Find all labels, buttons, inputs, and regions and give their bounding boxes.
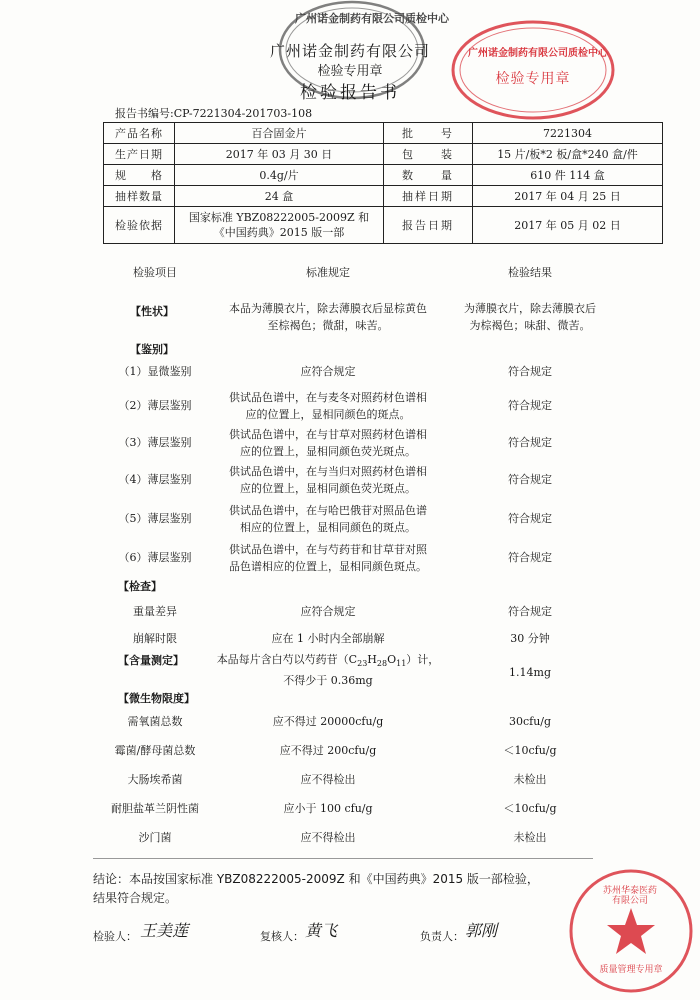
report-number xyxy=(115,105,312,121)
microbe-result: 30cfu/g xyxy=(508,715,552,728)
identification-result: 符合规定 xyxy=(508,473,552,486)
assay-subscript: 23 xyxy=(357,659,368,669)
conclusion-line: 结果符合规定。 xyxy=(93,891,178,905)
check-standard: 应在 1 小时内全部崩解 xyxy=(271,632,385,645)
cell-value: 15 片/板*2 板/盒*240 盒/件 xyxy=(473,144,663,165)
text-line: 为棕褐色；味甜、微苦。 xyxy=(469,319,591,332)
cell-label: 抽样数量 xyxy=(104,186,175,207)
inspector-signature: 王美莲 xyxy=(140,921,189,940)
right-stamp-center-text: 检验专用章 xyxy=(495,71,571,87)
text-line: 相应的位置上，显相同颜色的斑点。 xyxy=(240,521,416,534)
table-row xyxy=(104,165,663,186)
conclusion xyxy=(93,870,593,908)
responsible-label: 负责人： xyxy=(420,930,464,943)
bottom-stamp-center-text: 质量管理专用章 xyxy=(599,965,663,975)
microbe-standard: 应不得检出 xyxy=(300,831,356,844)
microbe-item: 沙门菌 xyxy=(138,831,172,844)
text-line: 供试品色谱中，在与当归对照药材色谱相 xyxy=(229,465,427,478)
cell-label: 报告日期 xyxy=(384,207,473,244)
cell-value xyxy=(175,207,384,244)
section-identification: 【鉴别】 xyxy=(130,343,174,356)
column-header-result: 检验结果 xyxy=(508,266,552,279)
report-title: 检验报告书 xyxy=(300,83,400,103)
character-standard xyxy=(210,300,446,334)
assay-text: O xyxy=(387,653,397,666)
table-row xyxy=(104,186,663,207)
text-line: 至棕褐色；微甜，味苦。 xyxy=(267,319,389,332)
conclusion-line: 结论：本品按国家标准 YBZ08222005-2009Z 和《中国药典》2015 版一部检验， xyxy=(93,872,539,886)
cell-value: 7221304 xyxy=(473,123,663,144)
column-header-standard: 标准规定 xyxy=(306,266,350,279)
assay-result: 1.14mg xyxy=(509,666,551,679)
identification-item: （4）薄层鉴别 xyxy=(118,473,192,486)
basis-line: 国家标准 YBZ08222005-2009Z 和 xyxy=(188,211,370,224)
character-result xyxy=(450,300,610,334)
text-line: 本品为薄膜衣片，除去薄膜衣后显棕黄色 xyxy=(229,302,427,315)
identification-result: 符合规定 xyxy=(508,399,552,412)
identification-result: 符合规定 xyxy=(508,512,552,525)
text-line: 应的位置上，显相同颜色的斑点。 xyxy=(245,408,411,421)
section-assay: 【含量测定】 xyxy=(118,654,184,667)
identification-item: （5）薄层鉴别 xyxy=(118,512,192,525)
identification-item: （2）薄层鉴别 xyxy=(118,399,192,412)
cell-label: 规 格 xyxy=(104,165,175,186)
left-stamp-arc-text: 广州诺金制药有限公司质检中心 xyxy=(295,12,449,25)
identification-standard xyxy=(210,541,446,575)
identification-result: 符合规定 xyxy=(508,436,552,449)
check-result: 符合规定 xyxy=(508,605,552,618)
microbe-item: 大肠埃希菌 xyxy=(127,773,183,786)
check-standard: 应符合规定 xyxy=(300,605,356,618)
identification-standard xyxy=(210,363,446,380)
text-line: 供试品色谱中，在与麦冬对照药材色谱相 xyxy=(229,391,427,404)
basis-line: 《中国药典》2015 版一部 xyxy=(213,226,345,239)
cell-label: 包 装 xyxy=(384,144,473,165)
identification-item: （6）薄层鉴别 xyxy=(118,551,192,564)
divider xyxy=(93,858,593,859)
info-table xyxy=(103,122,663,244)
report-number-label: 报告书编号: xyxy=(115,107,174,120)
cell-value: 24 盒 xyxy=(175,186,384,207)
section-microbe: 【微生物限度】 xyxy=(118,692,195,705)
bottom-stamp-arc-text: 苏州华泰医药有限公司 xyxy=(602,886,657,906)
assay-text: H xyxy=(367,653,377,666)
check-item: 崩解时限 xyxy=(133,632,177,645)
microbe-standard: 应不得过 20000cfu/g xyxy=(272,715,384,728)
microbe-standard: 应不得过 200cfu/g xyxy=(279,744,377,757)
section-check: 【检查】 xyxy=(118,580,162,593)
text-line: 应符合规定 xyxy=(300,365,356,378)
responsible-signature: 郭刚 xyxy=(465,921,498,940)
identification-standard xyxy=(210,463,446,497)
text-line: 不得少于 0.36mg xyxy=(283,674,373,688)
report-number-value: CP-7221304-201703-108 xyxy=(173,107,313,120)
microbe-result: ＜10cfu/g xyxy=(503,802,557,815)
text-line: 供试品色谱中，在与甘草对照药材色谱相 xyxy=(229,428,427,441)
identification-standard xyxy=(210,502,446,536)
microbe-result: ＜10cfu/g xyxy=(503,744,557,757)
section-character: 【性状】 xyxy=(130,305,174,318)
inspector-label: 检验人： xyxy=(93,930,137,943)
assay-text: 本品每片含白芍以芍药苷（C xyxy=(216,653,358,666)
text-line: 供试品色谱中，在与哈巴俄苷对照品色谱 xyxy=(229,504,427,517)
table-row xyxy=(104,207,663,244)
table-row xyxy=(104,144,663,165)
company-name: 广州诺金制药有限公司 xyxy=(269,42,430,60)
assay-standard xyxy=(206,651,450,689)
check-result: 30 分钟 xyxy=(510,632,550,645)
text-line: 应的位置上，显相同颜色荧光斑点。 xyxy=(240,445,416,458)
microbe-result: 未检出 xyxy=(513,831,547,844)
star-icon xyxy=(607,908,655,954)
cell-label: 数 量 xyxy=(384,165,473,186)
text-line: 为薄膜衣片，除去薄膜衣后 xyxy=(464,302,596,315)
text-line: 供试品色谱中，在与芍药苷和甘草苷对照 xyxy=(229,543,427,556)
stamp-caption: 检验专用章 xyxy=(317,64,383,79)
microbe-item: 需氧菌总数 xyxy=(127,715,183,728)
cell-label: 抽样日期 xyxy=(384,186,473,207)
cell-label: 生产日期 xyxy=(104,144,175,165)
identification-result: 符合规定 xyxy=(508,365,552,378)
microbe-standard: 应小于 100 cfu/g xyxy=(283,802,373,815)
text-line: 应的位置上，显相同颜色荧光斑点。 xyxy=(240,482,416,495)
cell-value: 0.4g/片 xyxy=(175,165,384,186)
assay-text: ）计， xyxy=(406,653,440,666)
identification-standard xyxy=(210,389,446,423)
column-header-item: 检验项目 xyxy=(133,266,177,279)
reviewer-signature: 黄飞 xyxy=(305,921,338,940)
cell-value: 610 件 114 盒 xyxy=(473,165,663,186)
microbe-item: 耐胆盐革兰阴性菌 xyxy=(111,802,199,815)
microbe-standard: 应不得检出 xyxy=(300,773,356,786)
cell-value: 2017 年 03 月 30 日 xyxy=(175,144,384,165)
text-line: 品色谱相应的位置上，显相同颜色斑点。 xyxy=(229,560,427,573)
cell-label: 批 号 xyxy=(384,123,473,144)
cell-label: 检验依据 xyxy=(104,207,175,244)
right-stamp-arc-text: 广州诺金制药有限公司质检中心 xyxy=(468,48,608,59)
assay-subscript: 28 xyxy=(376,659,388,669)
identification-item: （3）薄层鉴别 xyxy=(118,436,192,449)
table-row xyxy=(104,123,663,144)
microbe-item: 霉菌/酵母菌总数 xyxy=(114,744,196,757)
identification-result: 符合规定 xyxy=(508,551,552,564)
identification-standard xyxy=(210,426,446,460)
cell-label: 产品名称 xyxy=(104,123,175,144)
assay-subscript: 11 xyxy=(396,659,407,669)
check-item: 重量差异 xyxy=(133,605,177,618)
cell-value: 2017 年 05 月 02 日 xyxy=(473,207,663,244)
reviewer-label: 复核人： xyxy=(260,930,304,943)
cell-value: 2017 年 04 月 25 日 xyxy=(473,186,663,207)
identification-item: （1）显微鉴别 xyxy=(118,365,192,378)
cell-value: 百合固金片 xyxy=(175,123,384,144)
microbe-result: 未检出 xyxy=(513,773,547,786)
text-line xyxy=(206,651,450,672)
